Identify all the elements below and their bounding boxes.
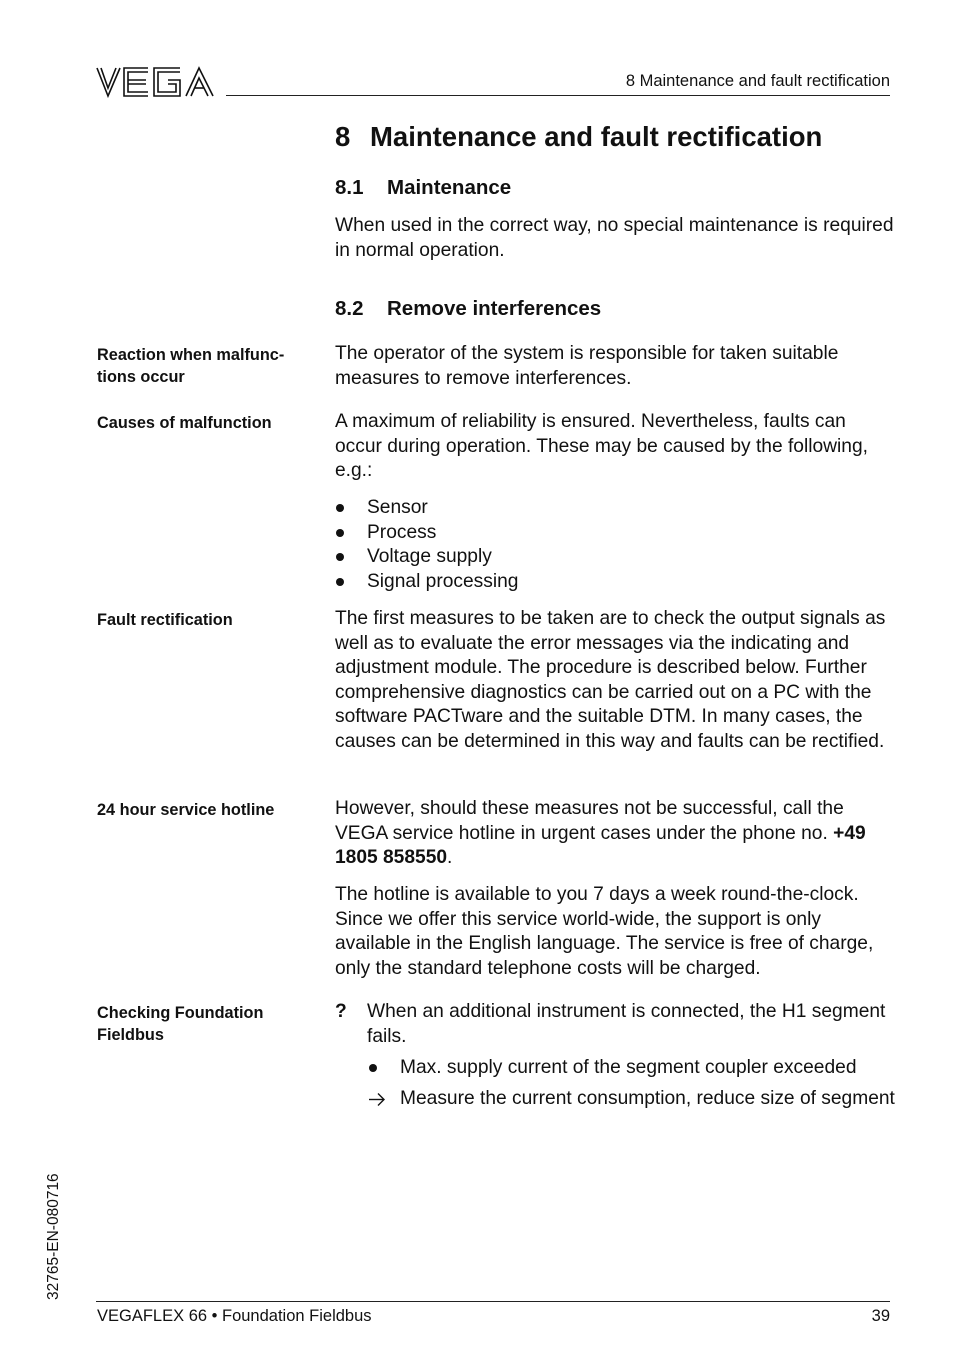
fault-question bbox=[335, 1000, 895, 1049]
chapter-title: Maintenance and fault rectification bbox=[370, 121, 823, 152]
running-title: 8 Maintenance and fault rectification bbox=[625, 72, 890, 90]
hotline-paragraph bbox=[335, 797, 895, 871]
causes-list bbox=[335, 496, 895, 594]
section-heading-remove-interferences bbox=[335, 297, 601, 321]
question-mark-icon: ? bbox=[335, 1001, 347, 1022]
arrow-right-icon bbox=[367, 1087, 389, 1111]
hotline-phone-number: +49 1805 858550 bbox=[335, 822, 866, 869]
fault-remedy-text: Measure the current consumption, reduce size of segment bbox=[400, 1088, 895, 1109]
side-label-hotline: 24 hour service hotline bbox=[97, 801, 275, 819]
section-number: 8.1 bbox=[335, 176, 364, 199]
section-heading-maintenance bbox=[335, 176, 511, 200]
section-title: Maintenance bbox=[387, 176, 512, 199]
maintenance-paragraph: When used in the correct way, no special maintenance is required in normal operation. bbox=[335, 215, 894, 261]
chapter-heading bbox=[335, 121, 822, 153]
list-item bbox=[367, 1087, 897, 1112]
bullet-icon bbox=[336, 529, 344, 537]
bullet-icon bbox=[336, 553, 344, 561]
list-item-text: Process bbox=[367, 521, 437, 543]
fault-cause-text: Max. supply current of the segment coupler exceeded bbox=[400, 1057, 857, 1078]
header-rule bbox=[226, 95, 890, 96]
list-item bbox=[367, 1056, 897, 1081]
list-item bbox=[335, 496, 895, 521]
list-item-text: Voltage supply bbox=[367, 546, 492, 568]
section-number: 8.2 bbox=[335, 297, 364, 320]
vega-logo bbox=[96, 66, 214, 98]
list-item-text: Signal processing bbox=[367, 570, 519, 592]
side-label-causes: Causes of malfunction bbox=[97, 414, 272, 432]
fault-cause bbox=[367, 1056, 897, 1081]
list-item bbox=[335, 570, 895, 595]
bullet-icon bbox=[369, 1064, 377, 1072]
side-label-reaction: Reaction when malfunc-tions occur bbox=[97, 346, 285, 386]
bullet-icon bbox=[336, 504, 344, 512]
bullet-icon bbox=[336, 578, 344, 586]
chapter-number: 8 bbox=[335, 121, 351, 152]
hotline-text-end: . bbox=[447, 847, 453, 869]
document-code: 32765-EN-080716 bbox=[45, 1173, 62, 1300]
list-item bbox=[335, 521, 895, 546]
reaction-paragraph: The operator of the system is responsible for taken suitable measures to remove interferences. bbox=[335, 343, 839, 389]
section-title: Remove interferences bbox=[387, 297, 602, 320]
hotline-text: However, should these measures not be successful, call the VEGA service hotline in urgent cases under the phone no. bbox=[335, 798, 844, 844]
side-label-fieldbus: Checking Foundation Fieldbus bbox=[97, 1004, 264, 1044]
footer-product: VEGAFLEX 66 • Foundation Fieldbus bbox=[97, 1307, 372, 1325]
causes-paragraph: A maximum of reliability is ensured. Nevertheless, faults can occur during operation. These may be caused by the following, e.g.: bbox=[335, 411, 868, 482]
list-item bbox=[335, 545, 895, 570]
list-item-text: Sensor bbox=[367, 497, 428, 518]
side-label-fault-rectification: Fault rectification bbox=[97, 611, 233, 629]
footer-rule bbox=[96, 1301, 890, 1302]
fault-remedy bbox=[367, 1087, 897, 1112]
hotline-availability-paragraph: The hotline is available to you 7 days a week round-the-clock. Since we offer this service world-wide, the support is only available in the English language. The service is free of charge, only the standard telephone costs will be charged. bbox=[335, 884, 874, 979]
page-number: 39 bbox=[871, 1307, 890, 1325]
rectification-paragraph: The first measures to be taken are to check the output signals as well as to evaluate the error messages via the indicating and adjustment module. The procedure is described below. Further comprehensive diagnostics can be carried out on a PC with the software PACTware and the suitable DTM. In many cases, the causes can be determined in this way and faults can be rectified. bbox=[335, 608, 886, 752]
fault-question-text: When an additional instrument is connected, the H1 segment fails. bbox=[367, 1001, 886, 1047]
